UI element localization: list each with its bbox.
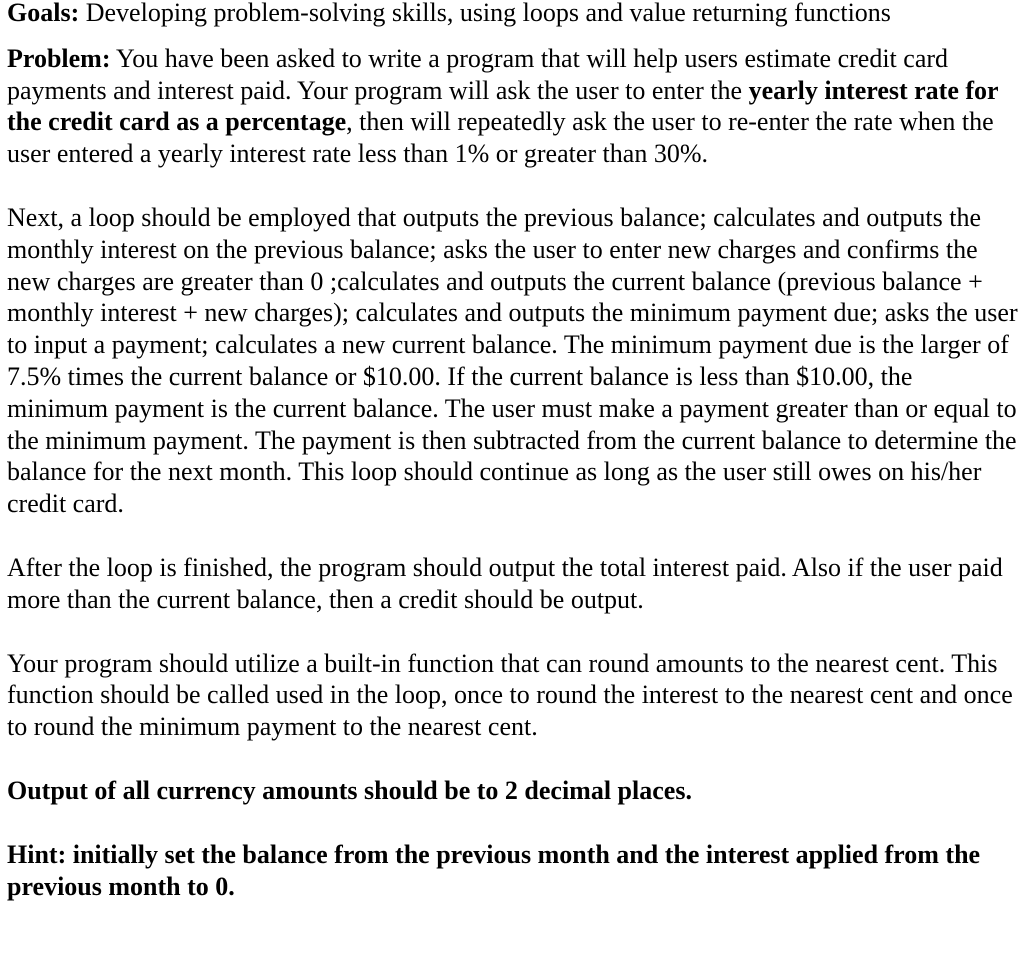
loop-paragraph: Next, a loop should be employed that outputs the previous balance; calculates and outputs the monthly interest on the previous balance; asks the user to enter new charges and confirms the new charges are greater than 0 ;calculates and outputs the current balance (previous balance + monthly interest + new charges); calculates and outputs the minimum payment due; asks the user to input a payment; calculates a new current balance. The minimum payment due is the larger of 7.5% times the current balance or $10.00. If the current balance is less than $10.00, the minimum payment is the current balance. The user must make a payment greater than or equal to the minimum payment. The payment is then subtracted from the current balance to determine the balance for the next month. This loop should continue as long as the user still owes on his/her credit card. bbox=[7, 202, 1018, 519]
hint-text: Hint: initially set the balance from the previous month and the interest applied from the previous month to 0. bbox=[7, 839, 981, 901]
output-note-text: Output of all currency amounts should be to 2 decimal places. bbox=[7, 775, 692, 805]
problem-bold-text: yearly interest rate for the credit card as a percentage bbox=[7, 75, 999, 137]
output-note bbox=[7, 775, 1019, 807]
assignment-document bbox=[7, 0, 1019, 902]
problem-text-2: , then will repeatedly ask the user to re-enter the rate when the user entered a yearly interest rate less than 1% or greater than 30%. bbox=[7, 107, 994, 169]
problem-label: Problem: bbox=[7, 43, 111, 73]
goals-paragraph bbox=[7, 0, 1019, 29]
problem-text-1: You have been asked to write a program that will help users estimate credit card payments and interest paid. Your program will ask the user to enter the bbox=[7, 43, 949, 105]
rounding-paragraph: Your program should utilize a built-in function that can round amounts to the nearest cent. This function should be called used in the loop, once to round the interest to the nearest cent and once to round the minimum payment to the nearest cent. bbox=[7, 648, 1013, 742]
hint-paragraph bbox=[7, 839, 1019, 903]
after-loop-paragraph: After the loop is finished, the program should output the total interest paid. Also if the user paid more than the current balance, then a credit should be output. bbox=[7, 552, 1003, 614]
problem-paragraph bbox=[7, 43, 1019, 170]
goals-text: Developing problem-solving skills, using loops and value returning functions bbox=[79, 0, 891, 27]
goals-label: Goals: bbox=[7, 0, 80, 27]
